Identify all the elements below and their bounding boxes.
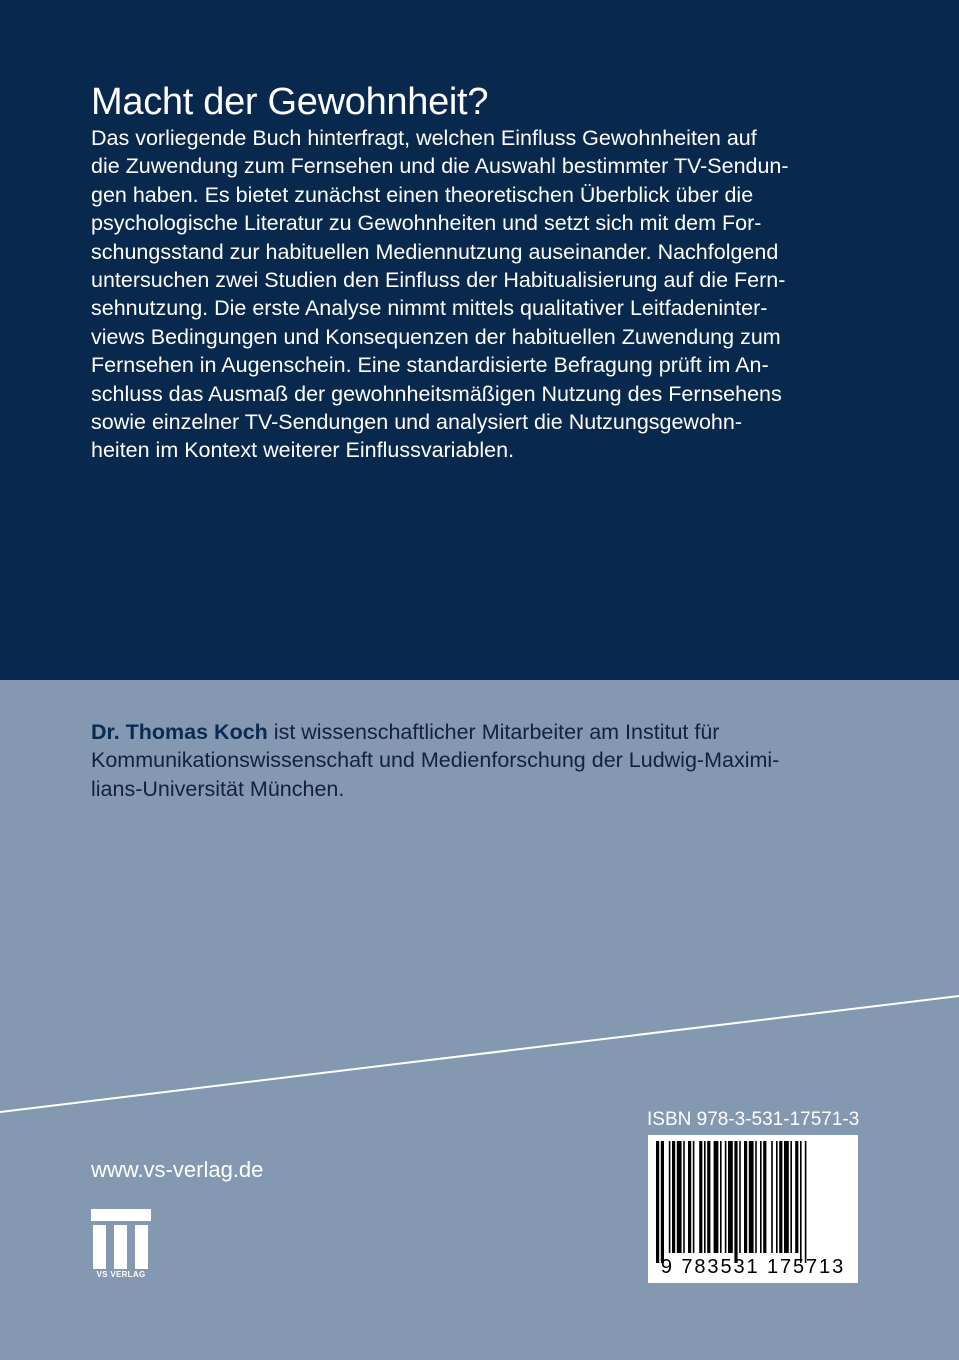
- blurb-line: gen haben. Es bietet zunächst einen theoretischen Überblick über die: [91, 182, 754, 207]
- blurb-line: sowie einzelner TV-Sendungen und analysiert die Nutzungsgewohn-: [91, 410, 742, 435]
- book-title: Macht der Gewohnheit?: [91, 81, 489, 124]
- blurb-line: psychologische Literatur zu Gewohnheiten und setzt sich mit dem For-: [91, 211, 762, 236]
- barcode-digits: 9 783531 175713: [660, 1256, 846, 1278]
- publisher-website[interactable]: www.vs-verlag.de: [91, 1157, 264, 1182]
- blurb-line: schluss das Ausmaß der gewohnheitsmäßigen Nutzung des Fernsehens: [91, 381, 782, 406]
- author-name: Dr. Thomas Koch: [91, 720, 268, 744]
- author-bio: [91, 718, 891, 803]
- logo-text: VS VERLAG: [96, 1270, 146, 1279]
- blurb-line: sehnutzung. Die erste Analyse nimmt mittels qualitativer Leitfadeninter-: [91, 296, 768, 321]
- blurb-line: die Zuwendung zum Fernsehen und die Auswahl bestimmter TV-Sendun-: [91, 154, 789, 179]
- diagonal-divider-line: [0, 930, 959, 1130]
- blurb-line: heiten im Kontext weiterer Einflussvariablen.: [91, 438, 515, 463]
- blurb-line: views Bedingungen und Konsequenzen der habituellen Zuwendung zum: [91, 324, 781, 349]
- book-blurb: [91, 124, 871, 465]
- isbn-barcode: [648, 1135, 858, 1283]
- isbn-number: ISBN 978-3-531-17571-3: [647, 1109, 860, 1130]
- vs-verlag-logo-icon: [91, 1209, 151, 1285]
- blurb-line: schungsstand zur habituellen Mediennutzung auseinander. Nachfolgend: [91, 239, 779, 264]
- blurb-line: Das vorliegende Buch hinterfragt, welchen Einfluss Gewohnheiten auf: [91, 126, 757, 150]
- blurb-line: untersuchen zwei Studien den Einfluss der Habitualisierung auf die Fern-: [91, 268, 786, 293]
- blurb-line: Fernsehen in Augenschein. Eine standardisierte Befragung prüft im An-: [91, 353, 769, 378]
- author-bio-text: ist wissenschaftlicher Mitarbeiter am Institut für: [267, 720, 720, 744]
- author-bio-line: Kommunikationswissenschaft und Medienforschung der Ludwig-Maximi-: [91, 748, 780, 773]
- author-bio-line: lians-Universität München.: [91, 776, 345, 801]
- author-bio-line: [91, 718, 891, 746]
